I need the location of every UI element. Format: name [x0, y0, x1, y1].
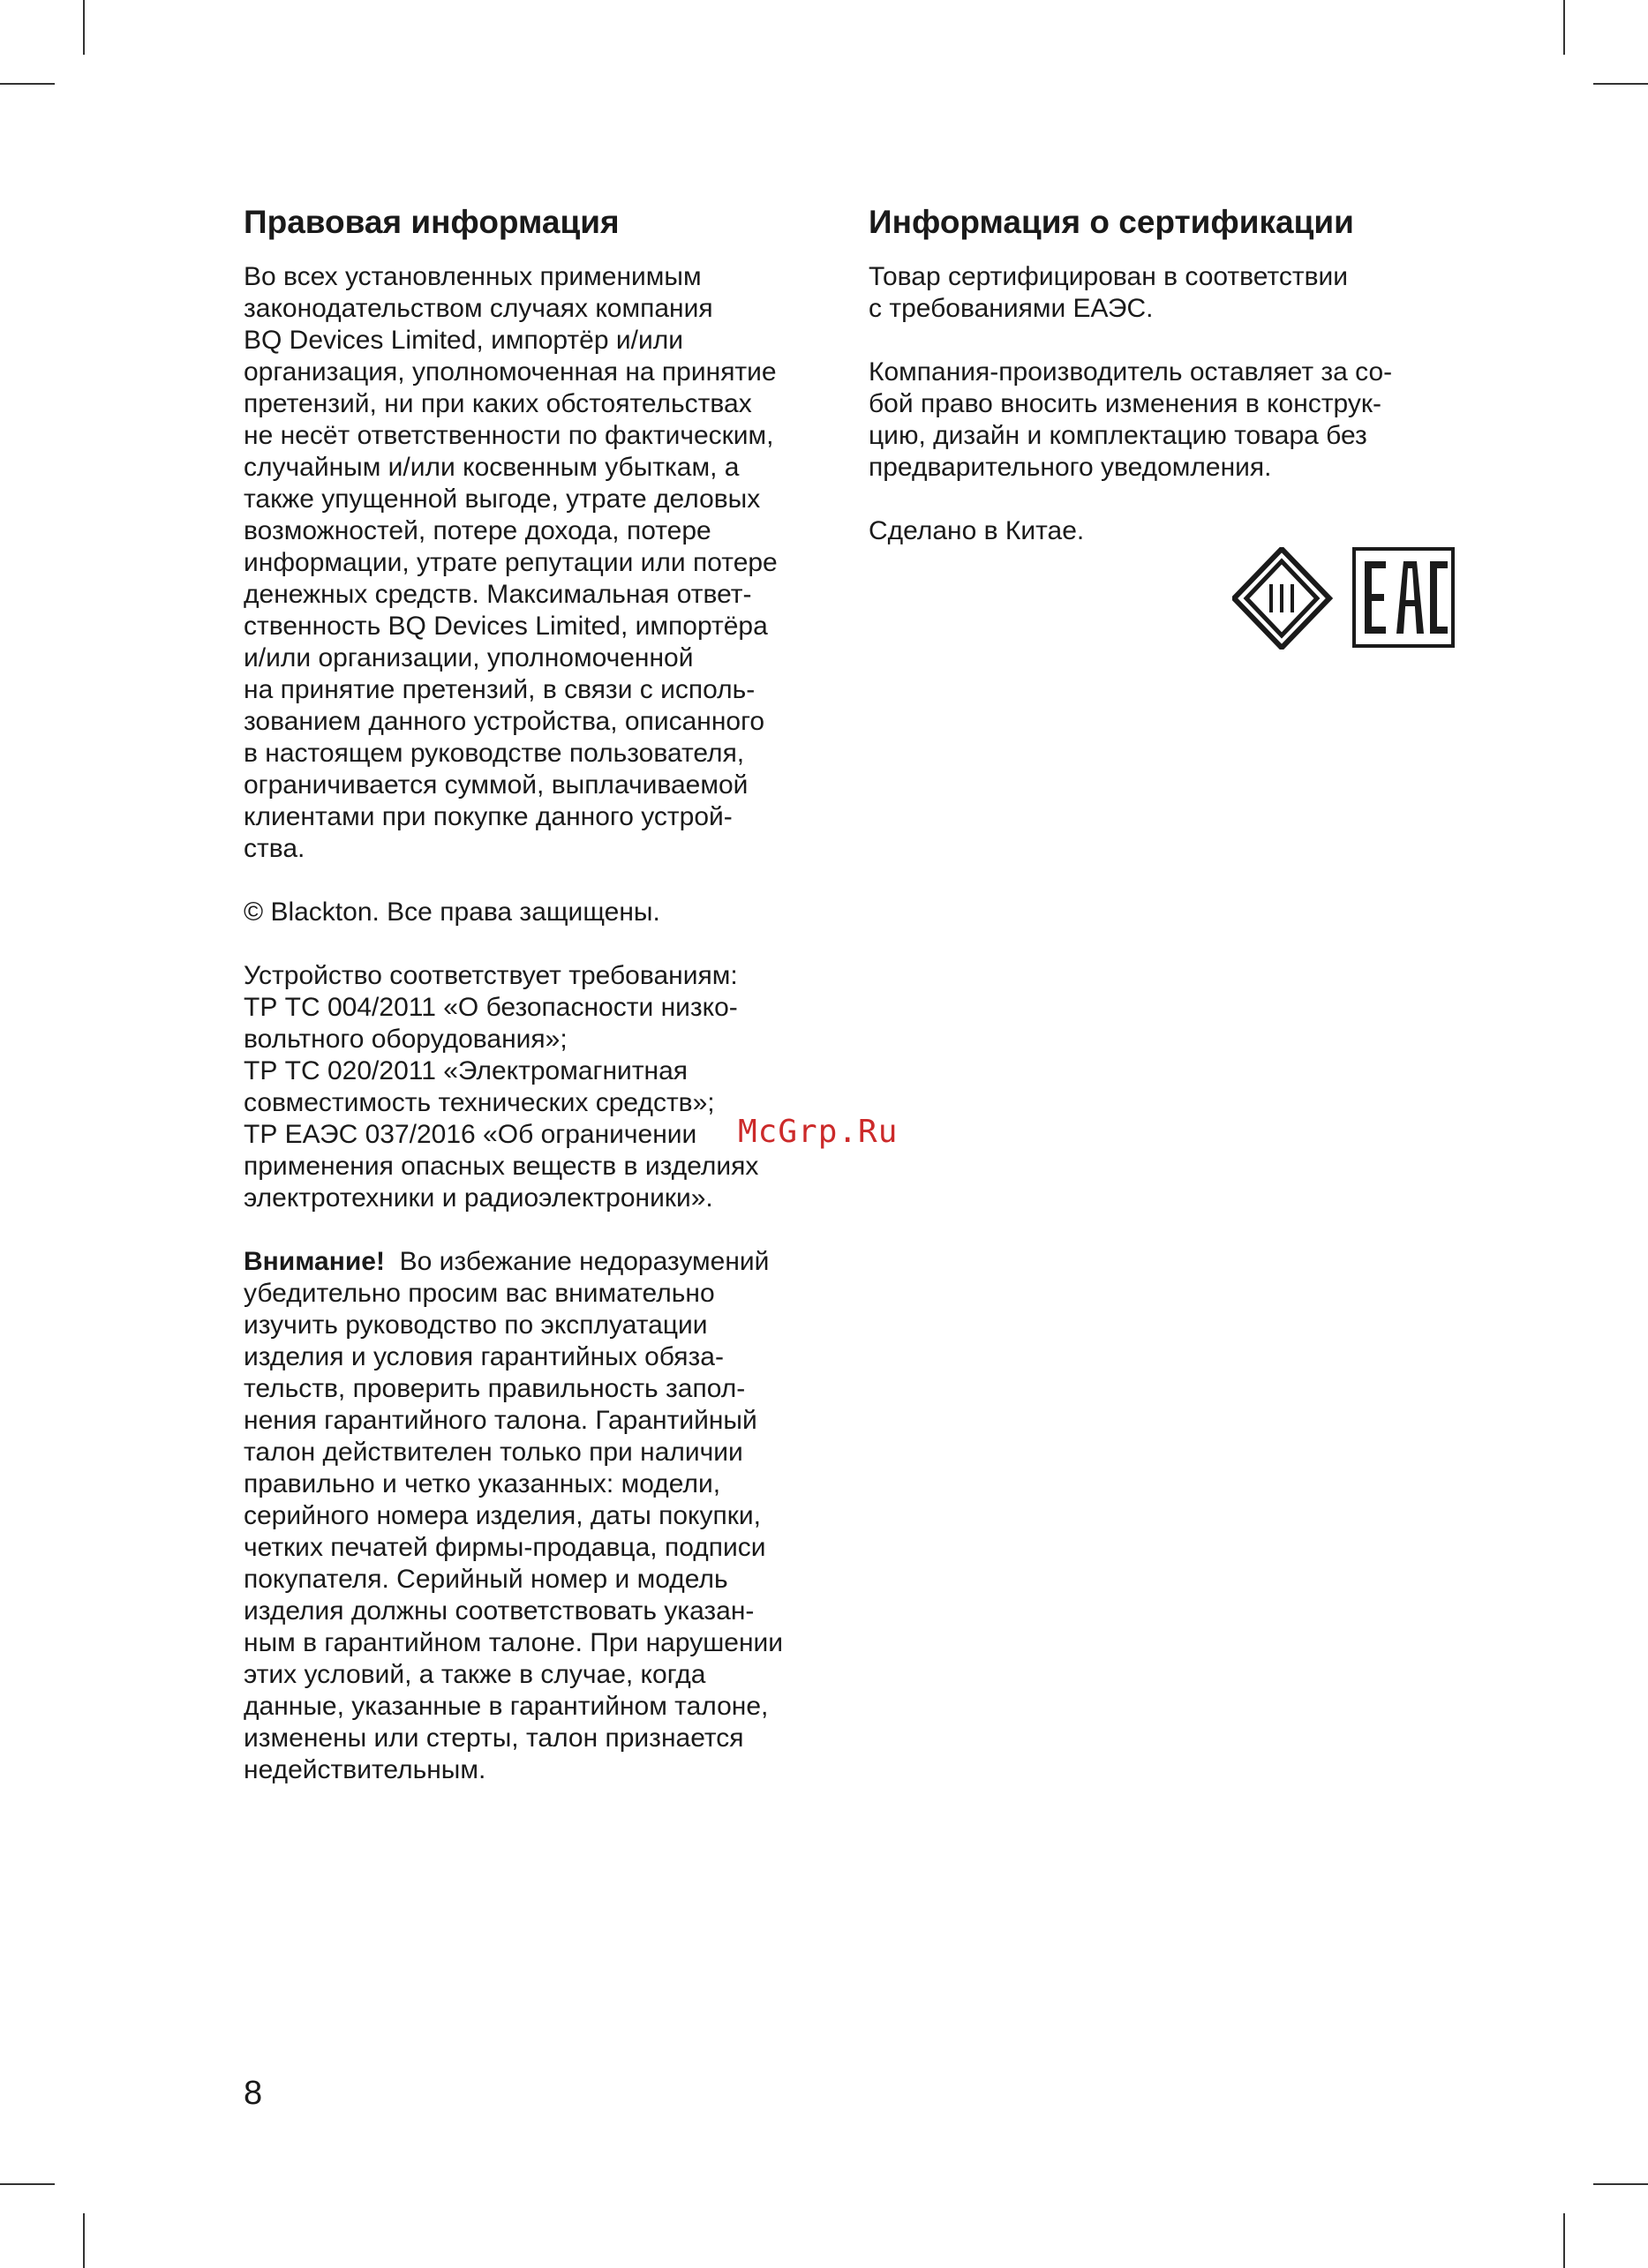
- origin-text: Сделано в Китае.: [869, 516, 1085, 545]
- text-line: BQ Devices Limited, импортёр и/или: [244, 326, 683, 355]
- page-number: 8: [244, 2075, 263, 2112]
- text-line: ТР ТС 020/2011 «Электромагнитная: [244, 1056, 689, 1085]
- certification-info-title: Информация о сертификации: [869, 204, 1354, 240]
- certification-paragraph: [869, 261, 1478, 325]
- text-line: ным в гарантийном талоне. При нарушении: [244, 1628, 784, 1657]
- text-line: клиентами при покупке данного устрой-: [244, 802, 733, 831]
- text-line: изменены или стерты, талон признается: [244, 1724, 744, 1753]
- text-line: вольтного оборудования»;: [244, 1025, 568, 1054]
- text-line: Во всех установленных применимым: [244, 262, 702, 291]
- text-line: серийного номера изделия, даты покупки,: [244, 1501, 761, 1530]
- text-line: случайным и/или косвенным убыткам, а: [244, 453, 740, 482]
- text-line: также упущенной выгоде, утрате деловых: [244, 484, 761, 514]
- text-line: законодательством случаях компания: [244, 294, 713, 323]
- text-line: применения опасных веществ в изделиях: [244, 1152, 759, 1181]
- text-line: ТР ЕАЭС 037/2016 «Об ограничении: [244, 1120, 697, 1149]
- crop-mark-bottom-right-vertical: [1563, 2213, 1565, 2268]
- copyright-paragraph: [244, 897, 853, 928]
- legal-info-column: [244, 199, 853, 1786]
- warning-label: Внимание!: [244, 1247, 385, 1276]
- text-line: Товар сертифицирован в соответствии: [869, 262, 1349, 291]
- text-line: зованием данного устройства, описанного: [244, 707, 765, 736]
- text-line: в настоящем руководстве пользователя,: [244, 739, 745, 768]
- text-line: ства.: [244, 834, 305, 863]
- text-line: Устройство соответствует требованиям:: [244, 961, 738, 990]
- compliance-paragraph: [244, 960, 853, 1214]
- text-line: с требованиями ЕАЭС.: [869, 294, 1154, 323]
- watermark-text: McGrp.Ru: [738, 1114, 899, 1150]
- crop-mark-bottom-left-vertical: [83, 2213, 85, 2268]
- text-line: ограничивается суммой, выплачиваемой: [244, 770, 749, 800]
- text-line: электротехники и радиоэлектроники».: [244, 1183, 713, 1213]
- certification-marks: [1232, 547, 1456, 650]
- text-line: талон действителен только при наличии: [244, 1438, 743, 1467]
- crop-mark-top-right-vertical: [1563, 0, 1565, 55]
- crop-mark-top-right-horizontal: [1593, 83, 1648, 85]
- text-line: тельств, проверить правильность запол-: [244, 1374, 746, 1403]
- warning-paragraph: [244, 1246, 853, 1786]
- warning-first-line: [244, 1246, 853, 1278]
- text-line: правильно и четко указанных: модели,: [244, 1469, 721, 1498]
- text-line: ственность BQ Devices Limited, импортёра: [244, 612, 768, 641]
- text-line: убедительно просим вас внимательно: [244, 1279, 715, 1308]
- text-line: денежных средств. Максимальная ответ-: [244, 580, 752, 609]
- text-line: изделия должны соответствовать указан-: [244, 1596, 755, 1626]
- crop-mark-top-left-horizontal: [0, 83, 55, 85]
- warning-first-text: Во избежание недоразумений: [399, 1247, 770, 1276]
- legal-info-title: Правовая информация: [244, 204, 620, 240]
- disclaimer-paragraph: [244, 261, 853, 865]
- origin-paragraph: [869, 515, 1478, 547]
- text-line: изучить руководство по эксплуатации: [244, 1310, 708, 1340]
- text-line: цию, дизайн и комплектацию товара без: [869, 421, 1367, 450]
- text-line: и/или организации, уполномоченной: [244, 643, 694, 672]
- text-line: покупателя. Серийный номер и модель: [244, 1565, 728, 1594]
- text-line: организация, уполномоченная на принятие: [244, 357, 777, 387]
- text-line: не несёт ответственности по фактическим,: [244, 421, 774, 450]
- text-line: четких печатей фирмы-продавца, подписи: [244, 1533, 766, 1562]
- text-line: недействительным.: [244, 1755, 486, 1784]
- text-line: данные, указанные в гарантийном талоне,: [244, 1692, 769, 1721]
- text-line: возможностей, потере дохода, потере: [244, 516, 711, 545]
- text-line: предварительного уведомления.: [869, 453, 1272, 482]
- text-line: нения гарантийного талона. Гарантийный: [244, 1406, 757, 1435]
- text-line: Компания-производитель оставляет за со-: [869, 357, 1393, 387]
- text-line: изделия и условия гарантийных обяза-: [244, 1342, 724, 1371]
- eac-logo-icon: [1354, 549, 1453, 646]
- text-line: на принятие претензий, в связи с исполь-: [244, 675, 756, 704]
- crop-mark-bottom-right-horizontal: [1593, 2183, 1648, 2185]
- copyright-text: © Blackton. Все права защищены.: [244, 897, 660, 927]
- certification-info-column: [869, 199, 1478, 547]
- text-line: ТР ТС 004/2011 «О безопасности низко-: [244, 993, 738, 1022]
- crop-mark-bottom-left-horizontal: [0, 2183, 55, 2185]
- text-line: совместимость технических средств»;: [244, 1088, 715, 1117]
- text-line: бой право вносить изменения в конструк-: [869, 389, 1382, 418]
- protection-class-iii-icon: [1234, 549, 1329, 648]
- text-line: информации, утрате репутации или потере: [244, 548, 778, 577]
- text-line: претензий, ни при каких обстоятельствах: [244, 389, 752, 418]
- crop-mark-top-left-vertical: [83, 0, 85, 55]
- text-line: этих условий, а также в случае, когда: [244, 1660, 706, 1689]
- manufacturer-rights-paragraph: [869, 357, 1478, 484]
